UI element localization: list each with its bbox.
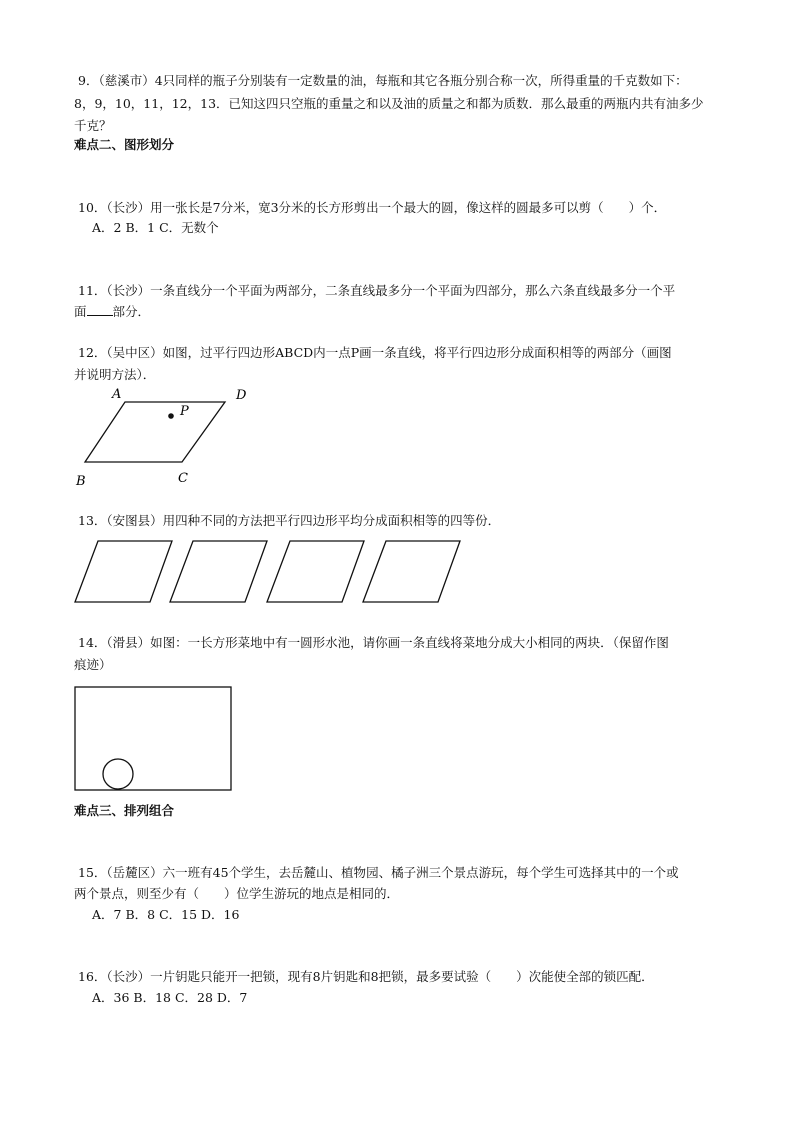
vegetable-plot [75,687,231,790]
q12-parallelogram-figure [70,385,270,495]
q15-line-2: 两个景点，则至少有（ ）位学生游玩的地点是相同的． [74,886,400,901]
q11-line-2-pre: 面 [74,304,87,319]
q14-line-2: 痕迹） [74,657,112,672]
q14-line-1: 14．（滑县）如图：一长方形菜地中有一圆形水池，请你画一条直线将菜地分成大小相同的两块．（保留作图 [78,635,669,650]
q11-line-2 [74,303,150,321]
q16-text: 16．（长沙）一片钥匙只能开一把锁，现有8片钥匙和8把锁，最多要试验（ ）次能使全部的锁匹配． [78,969,654,984]
label-b: B [76,474,86,489]
q9-line-2: 8，9，10，11，12，13．已知这四只空瓶的重量之和以及油的质量之和都为质数．那么最重的两瓶内共有油多少 [74,96,704,111]
q15-line-1: 15．（岳麓区）六一班有45个学生，去岳麓山、植物园、橘子洲三个景点游玩，每个学生可选择其中的一个或 [78,865,679,880]
section-heading-2: 难点二、图形划分 [74,137,175,152]
point-p [168,413,174,419]
parallelogram-3 [267,541,364,602]
q10-text: 10．（长沙）用一张长是7分米，宽3分米的长方形剪出一个最大的圆，像这样的圆最多可以剪（ ）个． [78,200,667,215]
label-a: A [112,387,122,402]
parallelogram-1 [75,541,172,602]
q13-text: 13．（安图县）用四种不同的方法把平行四边形平均分成面积相等的四等份． [78,513,501,528]
parallelogram-abcd [85,402,225,462]
q12-line-1: 12．（吴中区）如图，过平行四边形ABCD内一点P画一条直线，将平行四边形分成面积相等的两部分（画图 [78,345,672,360]
q15-options: A．7 B．8 C．15 D．16 [92,907,240,922]
q9-line-1: 9．（慈溪市）4只同样的瓶子分别装有一定数量的油，每瓶和其它各瓶分别合称一次，所得重量的千克数如下： [78,73,688,88]
q14-rectangle-figure [74,686,234,792]
label-c: C [178,471,188,486]
pond-circle [103,759,133,789]
parallelogram-4 [363,541,460,602]
q11-line-1: 11．（长沙）一条直线分一个平面为两部分，二条直线最多分一个平面为四部分，那么六条直线最多分一个平 [78,283,676,298]
q10-options: A．2 B．1 C．无数个 [92,220,219,235]
parallelogram-2 [170,541,267,602]
q12-line-2: 并说明方法）． [74,367,156,382]
section-heading-3: 难点三、排列组合 [74,803,175,818]
q13-parallelograms [74,540,474,606]
q11-line-2-post: 部分． [112,304,151,319]
label-p: P [180,404,189,419]
answer-blank[interactable] [87,303,113,316]
q9-line-3: 千克？ [74,118,112,133]
label-d: D [236,388,247,403]
q16-options: A．36 B．18 C．28 D．7 [92,990,248,1005]
